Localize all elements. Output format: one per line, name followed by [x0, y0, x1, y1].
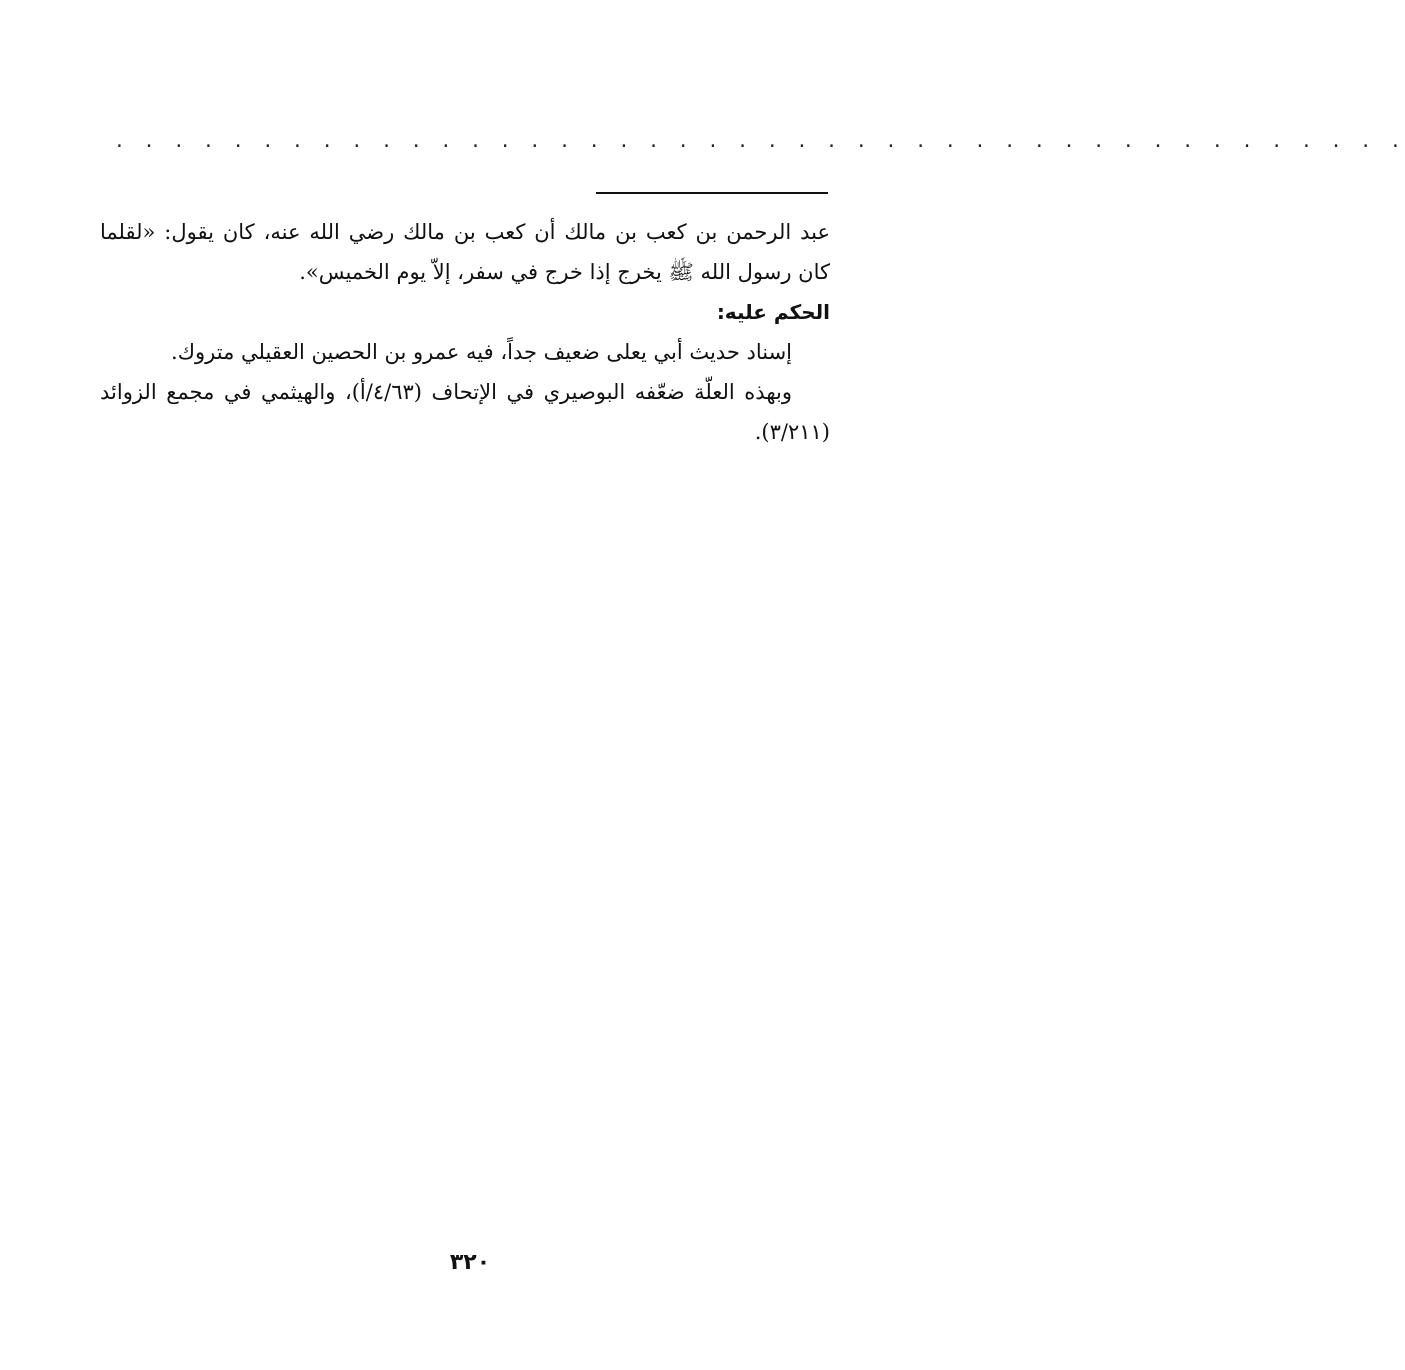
footnote-text-block	[100, 212, 830, 452]
ruling-paragraph: إسناد حديث أبي يعلى ضعيف جداً، فيه عمرو بن الحصين العقيلي متروك.	[171, 340, 792, 364]
page-number: ٣٢٠	[449, 1250, 491, 1275]
narration-paragraph: عبد الرحمن بن كعب بن مالك أن كعب بن مالك رضي الله عنه، كان يقول: «لقلما كان رسول الله ﷺ يخرج إذا خرج في سفر، إلاّ يوم الخميس».	[100, 220, 830, 284]
ruling-heading: الحكم عليه:	[716, 300, 830, 324]
footnote-rule	[596, 192, 828, 194]
separator-dots: . . . . . . . . . . . . . . . . . . . . . . . . . . . . . . . . . . . . . . . . . . . .	[114, 131, 1405, 152]
weakness-paragraph: وبهذه العلّة ضعّفه البوصيري في الإتحاف (٤/٦٣/أ)، والهيثمي في مجمع الزوائد (٣/٢١١).	[100, 380, 830, 444]
